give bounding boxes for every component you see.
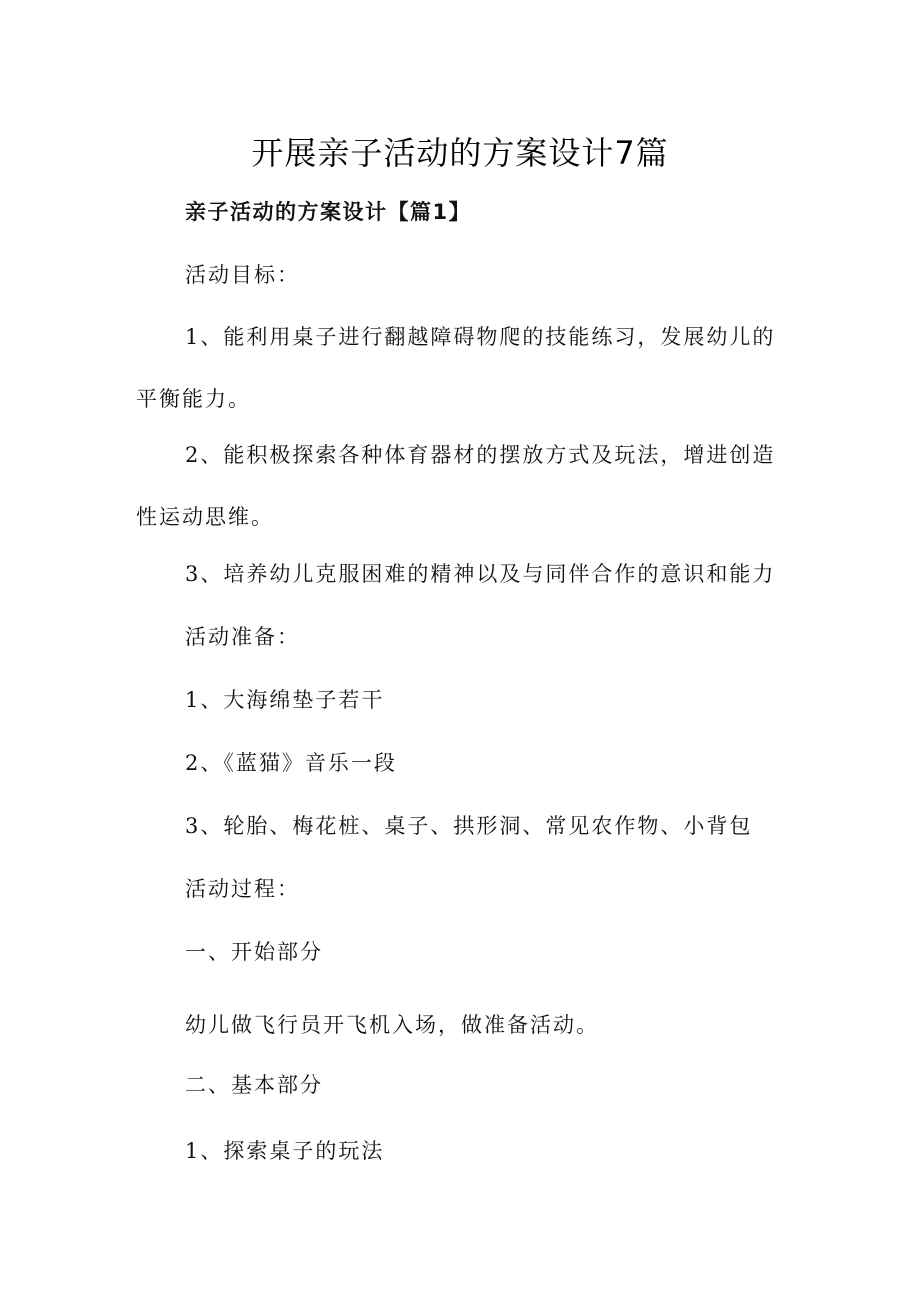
paragraph: 3、轮胎、梅花桩、桌子、拱形洞、常见农作物、小背包 [185,814,753,838]
paragraph: 2、《蓝猫》音乐一段 [185,751,397,775]
paragraph: 活动过程： [185,877,300,901]
paragraph: 活动准备： [185,625,300,649]
paragraph: 3、培养幼儿克服困难的精神以及与同伴合作的意识和能力 [185,562,776,586]
document-title: 开展亲子活动的方案设计7篇 [251,134,669,172]
paragraph: 活动目标： [185,263,300,287]
section-heading: 亲子活动的方案设计【篇1】 [185,200,472,224]
paragraph: 1、大海绵垫子若干 [185,688,385,712]
paragraph: 二、基本部分 [185,1073,323,1097]
paragraph: 一、开始部分 [185,940,323,964]
paragraph: 1、能利用桌子进行翻越障碍物爬的技能练习，发展幼儿的平衡能力。 [136,325,776,411]
paragraph: 1、探索桌子的玩法 [185,1139,385,1163]
paragraph: 2、能积极探索各种体育器材的摆放方式及玩法，增进创造性运动思维。 [136,443,776,529]
paragraph: 幼儿做飞行员开飞机入场，做准备活动。 [185,1013,599,1037]
